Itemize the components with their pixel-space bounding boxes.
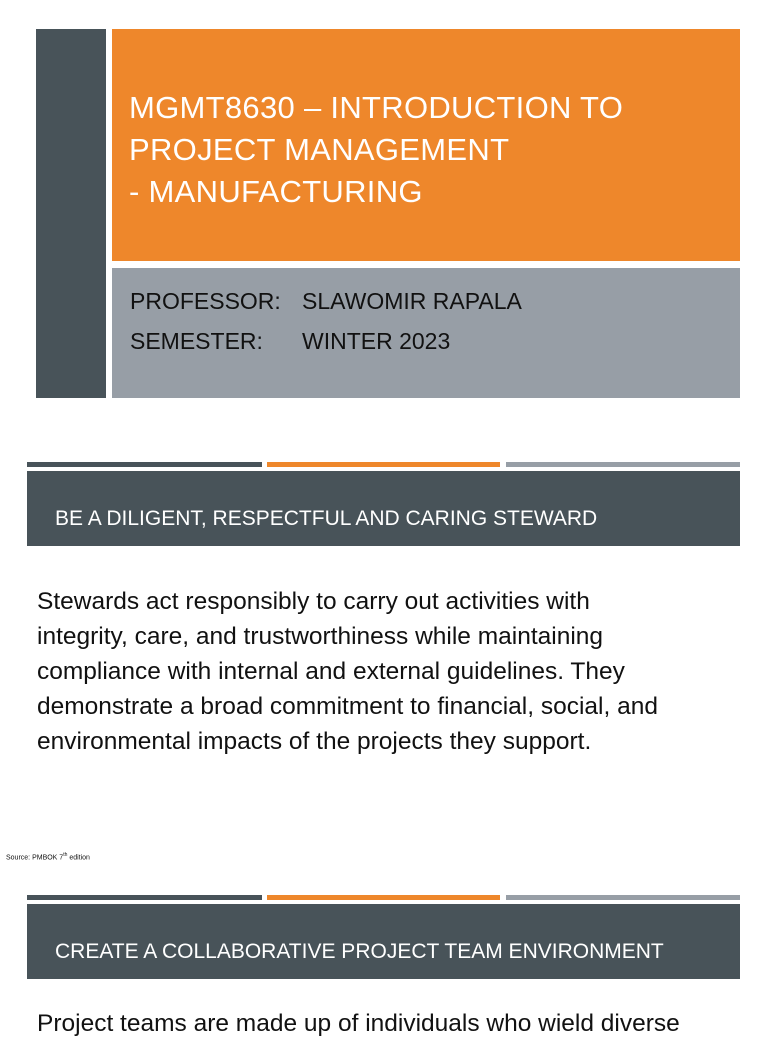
partial-body-line: Project teams are made up of individuals who wield diverse bbox=[37, 1010, 680, 1037]
body-line: environmental impacts of the projects they support. bbox=[37, 728, 592, 755]
course-title bbox=[129, 87, 724, 213]
title-line-2: PROJECT MANAGEMENT bbox=[129, 132, 510, 167]
divider-segment-gray bbox=[506, 895, 740, 900]
accent-bar bbox=[36, 29, 106, 398]
semester-value: WINTER 2023 bbox=[302, 328, 451, 354]
professor-row bbox=[130, 288, 522, 315]
title-line-1: MGMT8630 – INTRODUCTION TO bbox=[129, 90, 624, 125]
body-line: compliance with internal and external guidelines. They bbox=[37, 658, 625, 685]
professor-label: PROFESSOR: bbox=[130, 288, 281, 314]
body-paragraph bbox=[37, 584, 737, 759]
divider-segment-dark bbox=[27, 462, 262, 467]
professor-name: SLAWOMIR RAPALA bbox=[302, 288, 522, 314]
body-line: integrity, care, and trustworthiness while maintaining bbox=[37, 623, 604, 650]
semester-row bbox=[130, 328, 450, 355]
semester-label: SEMESTER: bbox=[130, 328, 263, 354]
divider-segment-dark bbox=[27, 895, 262, 900]
divider-segment-gray bbox=[506, 462, 740, 467]
source-citation bbox=[6, 852, 90, 861]
title-line-3: - MANUFACTURING bbox=[129, 174, 423, 209]
body-line: demonstrate a broad commitment to financial, social, and bbox=[37, 693, 658, 720]
body-line: Stewards act responsibly to carry out activities with bbox=[37, 588, 590, 615]
source-superscript: th bbox=[63, 852, 68, 858]
source-prefix: Source: PMBOK 7 bbox=[6, 854, 64, 862]
divider-segment-orange bbox=[267, 462, 500, 467]
slide-heading: CREATE A COLLABORATIVE PROJECT TEAM ENVIRONMENT bbox=[55, 940, 664, 963]
slide-header-band bbox=[27, 471, 740, 546]
course-info-panel bbox=[112, 268, 740, 398]
title-panel bbox=[112, 29, 740, 261]
source-suffix: edition bbox=[67, 854, 90, 862]
slide-header-band bbox=[27, 904, 740, 979]
slide-heading: BE A DILIGENT, RESPECTFUL AND CARING STEWARD bbox=[55, 507, 598, 530]
divider-segment-orange bbox=[267, 895, 500, 900]
